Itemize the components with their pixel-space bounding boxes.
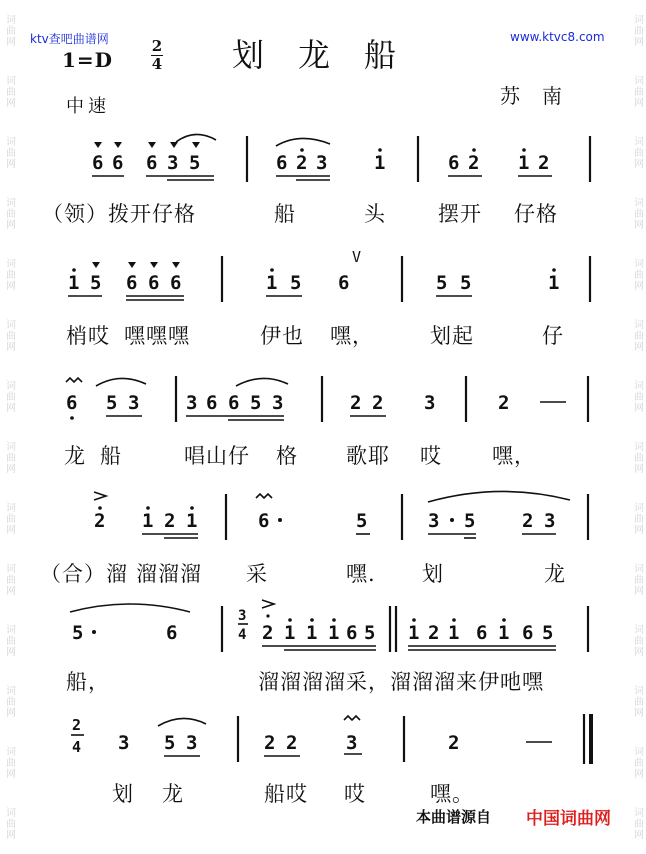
time-signature-bottom: 4 [151,55,163,73]
lyric-1f: 仔格 [514,202,558,226]
lyric-4f: 龙 [544,562,566,586]
svg-text:1: 1 [498,622,510,644]
svg-text:5: 5 [164,732,176,754]
svg-text:1: 1 [68,272,80,294]
svg-text:2: 2 [286,732,298,754]
svg-text:3: 3 [316,152,328,174]
notation-svg-5 [0,598,646,658]
svg-text:2: 2 [94,510,106,532]
svg-text:1: 1 [408,622,420,644]
svg-text:5: 5 [364,622,376,644]
svg-text:2: 2 [350,392,362,414]
key-signature: 1=D [62,48,114,72]
lyric-2a: 梢哎 [66,324,110,348]
svg-text:5: 5 [542,622,554,644]
lyric-5a: 船， [66,670,110,694]
svg-text:5: 5 [90,272,102,294]
svg-text:1: 1 [142,510,154,532]
svg-text:4: 4 [238,627,247,643]
svg-text:6: 6 [258,510,270,532]
svg-text:1: 1 [284,622,296,644]
lyric-6a: 划 [112,782,134,806]
lyric-5b: 溜溜溜溜采，溜溜溜来伊吔嘿 [258,670,544,694]
svg-text:2: 2 [468,152,480,174]
lyric-4d: 嘿. [346,562,376,586]
lyric-3c: 唱山仔 [184,444,250,468]
time-signature [150,38,164,73]
svg-text:6: 6 [206,392,218,414]
svg-text:6: 6 [66,392,78,414]
svg-text:6: 6 [112,152,124,174]
svg-text:5: 5 [290,272,302,294]
svg-text:5: 5 [356,510,368,532]
svg-text:6: 6 [126,272,138,294]
svg-text:2: 2 [428,622,440,644]
svg-text:5: 5 [464,510,476,532]
notation-line-4 [0,486,646,534]
svg-text:3: 3 [544,510,556,532]
svg-text:3: 3 [128,392,140,414]
notation-line-3 [0,368,646,416]
svg-text:3: 3 [118,732,130,754]
svg-text:2: 2 [522,510,534,532]
svg-text:3: 3 [428,510,440,532]
svg-text:3: 3 [346,732,358,754]
notation-svg-4 [0,486,646,546]
svg-text:1: 1 [548,272,560,294]
notation-line-6 [0,708,646,756]
svg-text:5: 5 [189,152,201,174]
tempo-marking: 中速 [66,96,110,117]
svg-text:2: 2 [262,622,274,644]
source-label: 本曲谱源自 [416,808,492,826]
lyric-2c: 伊也 [260,324,304,348]
notation-svg-1 [0,128,646,188]
svg-text:3: 3 [167,152,179,174]
lyric-3b: 船 [100,444,122,468]
svg-text:1: 1 [328,622,340,644]
svg-text:6: 6 [228,392,240,414]
svg-text:6: 6 [476,622,488,644]
svg-text:5: 5 [72,622,84,644]
lyric-3g: 嘿， [492,444,536,468]
notation-svg-3 [0,368,646,428]
svg-text:1: 1 [186,510,198,532]
svg-text:V: V [352,248,362,266]
svg-text:6: 6 [92,152,104,174]
lyric-6c: 船哎 [264,782,308,806]
lyric-2f: 仔 [542,324,564,348]
notation-line-5 [0,598,646,646]
svg-text:6: 6 [276,152,288,174]
svg-text:2: 2 [296,152,308,174]
svg-text:1: 1 [448,622,460,644]
lyric-3f: 哎 [420,444,442,468]
site-watermark-left: ktv查吧曲谱网 [30,32,109,46]
svg-text:1: 1 [374,152,386,174]
lyric-3a: 龙 [64,444,86,468]
svg-text:6: 6 [166,622,178,644]
region-credit: 苏南 [500,84,584,108]
lyric-3e: 歌耶 [346,444,390,468]
svg-text:5: 5 [460,272,472,294]
svg-text:1: 1 [306,622,318,644]
svg-text:2: 2 [538,152,550,174]
svg-text:5: 5 [250,392,262,414]
svg-text:3: 3 [272,392,284,414]
svg-text:2: 2 [372,392,384,414]
svg-text:6: 6 [448,152,460,174]
svg-text:2: 2 [498,392,510,414]
lyric-4e: 划 [422,562,444,586]
lyric-2d: 嘿， [330,324,374,348]
brand-link[interactable]: 中国词曲网 [526,809,611,829]
svg-text:3: 3 [186,732,198,754]
svg-text:3: 3 [238,608,247,624]
notation-svg-2 [0,248,646,308]
svg-text:2: 2 [448,732,460,754]
lyric-1b: 仔格 [152,202,196,226]
svg-text:2: 2 [72,716,82,734]
svg-text:1: 1 [518,152,530,174]
lyric-6d: 哎 [344,782,366,806]
time-signature-top: 2 [151,37,163,55]
svg-text:6: 6 [522,622,534,644]
svg-text:6: 6 [148,272,160,294]
lyric-4b: 溜溜溜 [136,562,202,586]
svg-text:3: 3 [186,392,198,414]
lyric-3d: 格 [276,444,298,468]
svg-text:1: 1 [266,272,278,294]
svg-text:5: 5 [436,272,448,294]
lyric-2e: 划起 [430,324,474,348]
notation-svg-6 [0,708,646,768]
lyric-2b: 嘿嘿嘿 [124,324,190,348]
svg-text:6: 6 [146,152,158,174]
watermark-left: 词曲网 词曲网 词曲网 词曲网 词曲网 词曲网 词曲网 词曲网 词曲网 词曲网 词曲网 词曲网 词曲网 词曲网 [3,14,15,840]
svg-text:2: 2 [164,510,176,532]
svg-text:5: 5 [106,392,118,414]
notation-line-2 [0,248,646,296]
svg-text:4: 4 [72,738,82,756]
song-title: 划龙船 [232,36,431,74]
lyric-4c: 采 [246,562,268,586]
lyric-6e: 嘿。 [430,782,474,806]
svg-text:3: 3 [424,392,436,414]
lyric-1d: 头 [364,202,386,226]
notation-line-1 [0,128,646,176]
lyric-1e: 摆开 [438,202,482,226]
lyric-6b: 龙 [162,782,184,806]
svg-text:6: 6 [170,272,182,294]
svg-text:2: 2 [264,732,276,754]
svg-text:6: 6 [338,272,350,294]
site-watermark-right: www.ktvc8.com [510,30,605,44]
watermark-right: 词曲网 词曲网 词曲网 词曲网 词曲网 词曲网 词曲网 词曲网 词曲网 词曲网 词曲网 词曲网 词曲网 词曲网 [631,14,643,840]
lyric-1c: 船 [274,202,296,226]
lyric-1a: （领）拨开 [42,202,152,226]
lyric-4a: （合）溜 [40,562,128,586]
svg-text:6: 6 [346,622,358,644]
